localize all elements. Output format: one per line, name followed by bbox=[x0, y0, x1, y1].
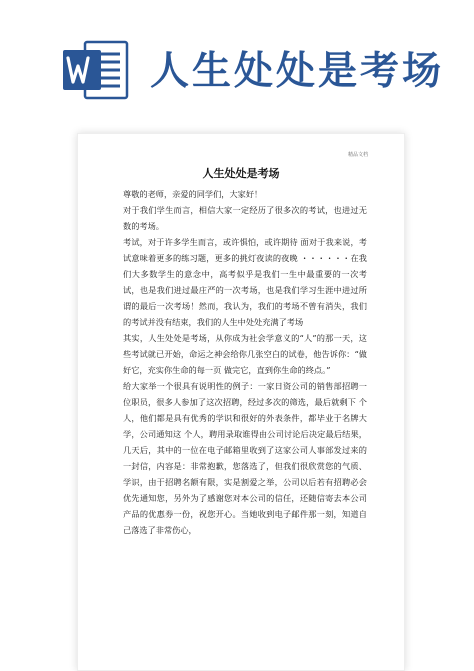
document-paragraph: 其实，人生处处是考场，从你成为社会学意义的“人”的那一天，这些考试就已开始，命运之神会给你几张空白的试卷，他告诉你：“做好它，充实你生命的每一页 做完它，直到你生命的终点。” bbox=[123, 333, 367, 375]
document-tag: 精品文档 bbox=[347, 152, 368, 158]
document-paragraph: 考试，对于许多学生而言，或许惧怕，或许期待 面对于我来说，考试意味着更多的练习题，更多的挑灯夜读的夜晚 ・・・・・・在我们大多数学生的意念中，高考似乎是我们一生中最重要的一次考试，也是我们进过最庄严的一次考场，也是我们学习生涯中进过所谓的最后一次考场！然而，我认为，我们的考场不曾有消失，我们的考试并没有结束，我们的人生中处处充满了考场 bbox=[123, 237, 367, 327]
document-paragraph: 给大家举一个很具有说明性的例子：一家日资公司的销售部招聘一位职员，很多人参加了这次招聘，经过多次的筛选，最后就剩下 个人，他们都是具有优秀的学识和很好的外表条件，都毕业于名牌大学，公司通知这 个人，聘用录取谁得由公司讨论后决定最后结果，几天后，其中的一位在电子邮箱里收到了这家公司人事部发过来的一封信，内容是：非常抱歉，您落选了，但我们很欣赏您的气质、学识，由于招聘名额有限，实是割爱之举，公司以后若有招聘必会优先通知您，另外为了感谢您对本公司的信任，还随信寄去本公司产品的优惠券一份，祝您开心。当她收到电子邮件那一刻，知道自己落选了非常伤心， bbox=[123, 381, 367, 535]
document-paragraph: 尊敬的老师，亲爱的同学们，大家好！ bbox=[123, 189, 263, 199]
banner-title: 人生处处是考场 bbox=[150, 49, 445, 94]
document-paragraph: 对于我们学生而言，相信大家一定经历了很多次的考试，也进过无数的考场。 bbox=[123, 205, 367, 231]
document-page bbox=[77, 133, 405, 671]
banner bbox=[0, 0, 474, 130]
document-title: 人生处处是考场 bbox=[202, 167, 280, 180]
word-document-icon bbox=[63, 40, 129, 100]
document-body bbox=[123, 186, 367, 538]
